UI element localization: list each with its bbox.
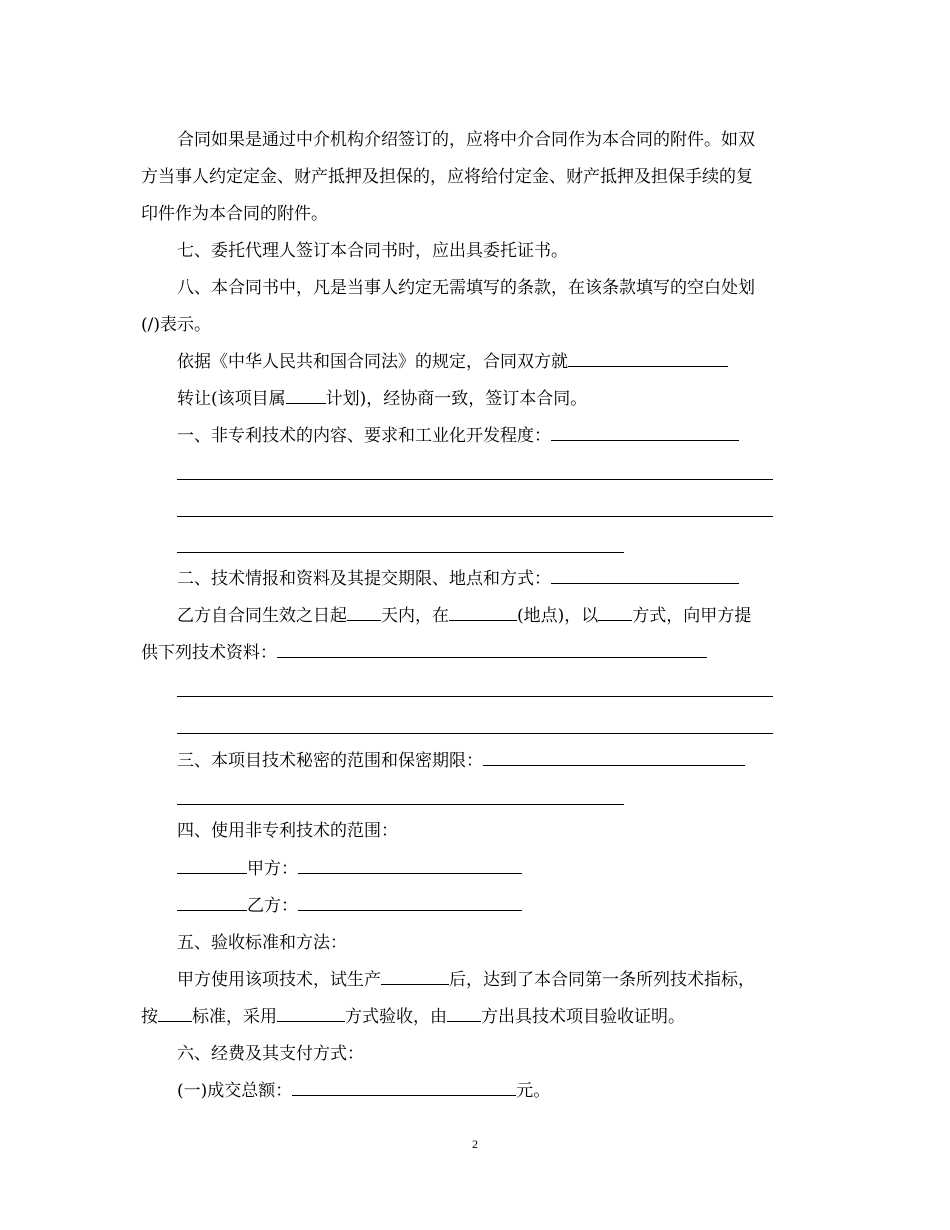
page-number: 2 bbox=[472, 1137, 478, 1151]
acceptance-text-f: 方出具技术项目验收证明。 bbox=[481, 1007, 685, 1027]
acceptance-text-c: 按 bbox=[141, 1007, 158, 1027]
delivery-line bbox=[177, 603, 845, 629]
transfer-line bbox=[177, 386, 845, 412]
section-two-text: 二、技术情报和资料及其提交期限、地点和方式： bbox=[177, 569, 551, 589]
blank-field[interactable] bbox=[447, 1004, 481, 1022]
blank-line[interactable] bbox=[177, 804, 624, 805]
acceptance-text-d: 标准，采用 bbox=[192, 1007, 277, 1027]
delivery-text-a: 乙方自合同生效之日起 bbox=[177, 606, 347, 626]
blank-field[interactable] bbox=[449, 603, 517, 621]
basis-text: 依据《中华人民共和国合同法》的规定，合同双方就 bbox=[177, 352, 568, 372]
paragraph-line: (/)表示。 bbox=[141, 315, 211, 335]
blank-field[interactable] bbox=[177, 893, 247, 911]
total-amount-label: (一)成交总额： bbox=[177, 1081, 293, 1101]
section-four-heading: 四、使用非专利技术的范围： bbox=[177, 821, 398, 841]
delivery-text-b: 天内，在 bbox=[381, 606, 449, 626]
transfer-text-a: 转让(该项目属 bbox=[177, 389, 286, 409]
acceptance-line bbox=[177, 967, 845, 993]
total-amount-line bbox=[177, 1078, 845, 1104]
blank-line[interactable] bbox=[177, 552, 624, 553]
blank-field[interactable] bbox=[292, 1078, 516, 1096]
acceptance-text-a: 甲方使用该项技术，试生产 bbox=[177, 970, 381, 990]
blank-field[interactable] bbox=[483, 748, 745, 766]
blank-field[interactable] bbox=[298, 893, 522, 911]
delivery-text-c: (地点)，以 bbox=[517, 606, 599, 626]
section-three-heading bbox=[177, 748, 845, 774]
acceptance-line-2 bbox=[141, 1004, 809, 1030]
blank-field[interactable] bbox=[551, 566, 739, 584]
acceptance-text-e: 方式验收，由 bbox=[345, 1007, 447, 1027]
paragraph-line: 合同如果是通过中介机构介绍签订的，应将中介合同作为本合同的附件。如双 bbox=[177, 130, 755, 150]
blank-field[interactable] bbox=[277, 640, 707, 658]
currency-unit: 元。 bbox=[516, 1081, 551, 1101]
blank-field[interactable] bbox=[568, 349, 728, 367]
blank-field[interactable] bbox=[286, 386, 326, 404]
blank-field[interactable] bbox=[277, 1004, 345, 1022]
basis-line bbox=[177, 349, 845, 375]
party-b-line bbox=[177, 893, 845, 919]
blank-field[interactable] bbox=[381, 967, 449, 985]
section-two-heading bbox=[177, 566, 845, 592]
blank-line[interactable] bbox=[177, 696, 773, 697]
acceptance-text-b: 后，达到了本合同第一条所列技术指标， bbox=[449, 970, 755, 990]
paragraph-line: 印件作为本合同的附件。 bbox=[141, 204, 328, 224]
blank-line[interactable] bbox=[177, 516, 773, 517]
blank-field[interactable] bbox=[177, 856, 247, 874]
section-one-heading bbox=[177, 423, 845, 449]
blank-field[interactable] bbox=[347, 603, 381, 621]
blank-field[interactable] bbox=[298, 856, 522, 874]
section-three-text: 三、本项目技术秘密的范围和保密期限： bbox=[177, 751, 483, 771]
blank-field[interactable] bbox=[598, 603, 632, 621]
party-b-label: 乙方： bbox=[247, 896, 298, 916]
delivery-text-l2: 供下列技术资料： bbox=[141, 643, 277, 663]
blank-field[interactable] bbox=[551, 423, 739, 441]
blank-line[interactable] bbox=[177, 733, 773, 734]
transfer-text-b: 计划)，经协商一致，签订本合同。 bbox=[325, 389, 588, 409]
paragraph-line: 方当事人约定定金、财产抵押及担保的，应将给付定金、财产抵押及担保手续的复 bbox=[141, 167, 753, 187]
section-six-heading: 六、经费及其支付方式： bbox=[177, 1044, 364, 1064]
blank-field[interactable] bbox=[158, 1004, 192, 1022]
party-a-label: 甲方： bbox=[247, 859, 298, 879]
section-one-text: 一、非专利技术的内容、要求和工业化开发程度： bbox=[177, 426, 551, 446]
clause-seven: 七、委托代理人签订本合同书时，应出具委托证书。 bbox=[177, 241, 568, 261]
section-five-heading: 五、验收标准和方法： bbox=[177, 933, 347, 953]
blank-line[interactable] bbox=[177, 479, 773, 480]
delivery-line-2 bbox=[141, 640, 809, 666]
party-a-line bbox=[177, 856, 845, 882]
paragraph-line: 八、本合同书中，凡是当事人约定无需填写的条款，在该条款填写的空白处划 bbox=[177, 278, 755, 298]
delivery-text-d: 方式，向甲方提 bbox=[632, 606, 752, 626]
